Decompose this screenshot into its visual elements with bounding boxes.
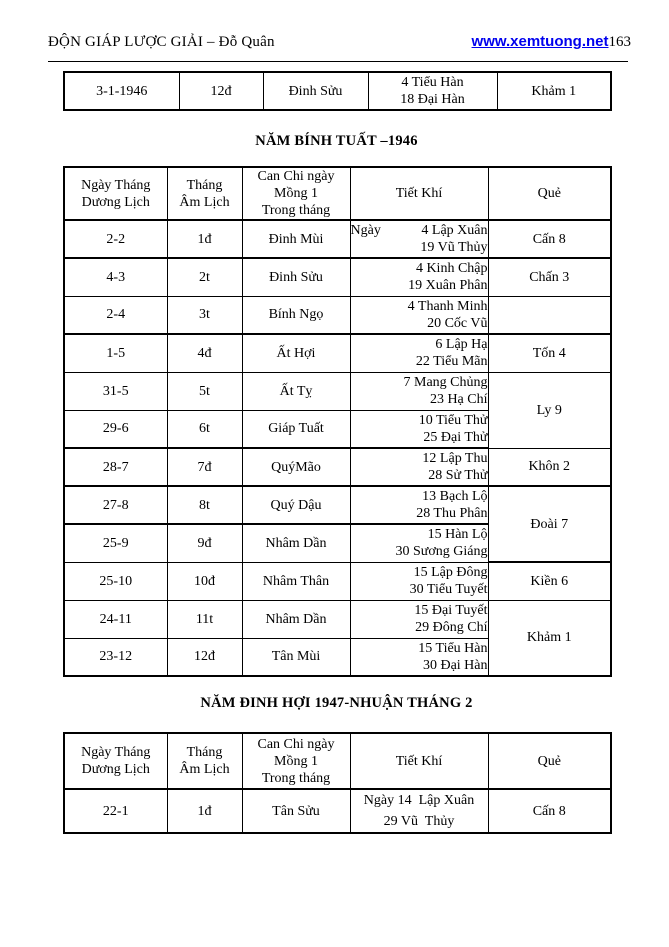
section-title-1946: NĂM BÍNH TUẤT –1946 xyxy=(255,133,418,149)
header-divider xyxy=(48,61,628,62)
cell-que: Tốn 4 xyxy=(488,334,611,372)
cell-solar-date: 2-2 xyxy=(64,220,167,258)
col-header-que: Quẻ xyxy=(488,167,611,220)
cell-tiet-khi xyxy=(350,486,488,524)
website-link[interactable]: www.xemtuong.net xyxy=(471,33,609,50)
tiet-khi-line-1: 13 Bạch Lộ xyxy=(422,489,488,504)
cell-can-chi: Nhâm Dần xyxy=(242,524,350,562)
cell-lunar-month: 10đ xyxy=(167,562,242,600)
table-row xyxy=(64,258,611,296)
cell-can-chi: Tân Sửu xyxy=(242,789,350,833)
cell-tiet-khi xyxy=(350,524,488,562)
cell-lunar-month: 11t xyxy=(167,600,242,638)
cell-can-chi: QuýMão xyxy=(242,448,350,486)
cell-lunar-month: 6t xyxy=(167,410,242,448)
cell-solar-date: 27-8 xyxy=(64,486,167,524)
cell-solar-date: 25-10 xyxy=(64,562,167,600)
cell-can-chi: Ất Hợi xyxy=(242,334,350,372)
cell-solar-date: 23-12 xyxy=(64,638,167,676)
cell-tiet-khi xyxy=(350,372,488,410)
col-header-lunar-month: Tháng Âm Lịch xyxy=(167,733,242,789)
cell-solar-date: 4-3 xyxy=(64,258,167,296)
cell-lunar-month: 7đ xyxy=(167,448,242,486)
cell-que xyxy=(488,296,611,334)
cell-lunar-month: 4đ xyxy=(167,334,242,372)
cell-que: Khôn 2 xyxy=(488,448,611,486)
tiet-khi-line-1: 15 Đại Tuyết xyxy=(414,603,488,618)
table-row xyxy=(64,334,611,372)
tiet-khi-line-1: 4 Tiểu Hàn xyxy=(401,75,464,90)
cell-lunar-month: 12đ xyxy=(179,72,263,110)
tiet-khi-line-2: 19 Vũ Thủy xyxy=(420,240,488,255)
cell-tiet-khi xyxy=(350,296,488,334)
header-row xyxy=(64,733,611,789)
cell-solar-date: 31-5 xyxy=(64,372,167,410)
cell-que: Cấn 8 xyxy=(488,789,611,833)
tiet-khi-line-2: 28 Thu Phân xyxy=(416,506,488,521)
cell-tiet-khi xyxy=(350,789,488,833)
cell-lunar-month: 12đ xyxy=(167,638,242,676)
table-row xyxy=(64,220,611,258)
cell-can-chi: Nhâm Dần xyxy=(242,600,350,638)
tiet-khi-line-1: Ngày 14 Lập Xuân xyxy=(363,793,475,808)
cell-lunar-month: 1đ xyxy=(167,789,242,833)
tiet-khi-line-1: 4 Lập Xuân xyxy=(421,223,488,238)
section-title-1947: NĂM ĐINH HỢI 1947-NHUẬN THÁNG 2 xyxy=(200,695,473,711)
tiet-khi-line-2: 30 Đại Hàn xyxy=(422,657,488,673)
cell-tiet-khi xyxy=(350,334,488,372)
continuation-table xyxy=(63,71,612,111)
tiet-khi-line-2: 23 Hạ Chí xyxy=(429,392,488,407)
cell-que: Kiền 6 xyxy=(488,562,611,600)
cell-solar-date: 2-4 xyxy=(64,296,167,334)
header-right xyxy=(472,33,631,51)
cell-solar-date: 3-1-1946 xyxy=(64,72,179,110)
tiet-khi-line-2: 19 Xuân Phân xyxy=(408,278,488,294)
cell-solar-date: 22-1 xyxy=(64,789,167,833)
col-header-que: Quẻ xyxy=(488,733,611,789)
table-row xyxy=(64,789,611,833)
page-header xyxy=(48,33,631,51)
col-header-can-chi: Can Chi ngày Mồng 1 Trong tháng xyxy=(242,733,350,789)
table-row xyxy=(64,562,611,600)
table-row xyxy=(64,486,611,524)
page-number: 163 xyxy=(608,34,631,50)
tiet-khi-line-1: 15 Hàn Lộ xyxy=(427,527,488,543)
document-title: ĐỘN GIÁP LƯỢC GIẢI – Đỗ Quân xyxy=(48,34,275,50)
year-1946-table xyxy=(63,166,612,677)
cell-can-chi: Đinh Mùi xyxy=(242,220,350,258)
table-row xyxy=(64,296,611,334)
cell-que: Khảm 1 xyxy=(497,72,611,110)
cell-lunar-month: 8t xyxy=(167,486,242,524)
cell-can-chi: Nhâm Thân xyxy=(242,562,350,600)
cell-tiet-khi xyxy=(368,72,497,110)
tiet-khi-line-2: 29 Vũ Thủy xyxy=(383,814,455,829)
col-header-solar-date: Ngày Tháng Dương Lịch xyxy=(64,167,167,220)
cell-solar-date: 28-7 xyxy=(64,448,167,486)
tiet-khi-line-2: 30 Tiểu Tuyết xyxy=(409,582,488,597)
tiet-khi-line-1: 6 Lập Hạ xyxy=(435,337,488,353)
cell-lunar-month: 3t xyxy=(167,296,242,334)
cell-solar-date: 25-9 xyxy=(64,524,167,562)
tiet-khi-line-2: 28 Sử Thử xyxy=(428,468,488,483)
cell-lunar-month: 9đ xyxy=(167,524,242,562)
col-header-can-chi: Can Chi ngày Mồng 1 Trong tháng xyxy=(242,167,350,220)
tiet-khi-line-2: 25 Đại Thử xyxy=(423,429,488,445)
tiet-khi-prefix: Ngày xyxy=(350,223,381,238)
cell-tiet-khi xyxy=(350,258,488,296)
cell-tiet-khi xyxy=(350,220,488,258)
tiet-khi-line-2: 29 Đông Chí xyxy=(415,620,488,635)
table-row xyxy=(64,448,611,486)
tiet-khi-line-2: 22 Tiểu Mãn xyxy=(415,354,488,370)
tiet-khi-line-2: 20 Cốc Vũ xyxy=(427,315,488,331)
cell-tiet-khi xyxy=(350,410,488,448)
cell-lunar-month: 1đ xyxy=(167,220,242,258)
cell-can-chi: Bính Ngọ xyxy=(242,296,350,334)
tiet-khi-line-2: 30 Sương Giáng xyxy=(395,544,488,560)
content-column xyxy=(63,71,610,834)
col-header-tiet-khi: Tiết Khí xyxy=(350,167,488,220)
cell-que: Cấn 8 xyxy=(488,220,611,258)
tiet-khi-line-1: 15 Lập Đông xyxy=(413,565,488,580)
tiet-khi-line-1: 4 Kinh Chập xyxy=(415,261,488,277)
cell-que: Ly 9 xyxy=(488,372,611,448)
tiet-khi-line-1: 15 Tiểu Hàn xyxy=(418,640,488,656)
cell-can-chi: Tân Mùi xyxy=(242,638,350,676)
col-header-tiet-khi: Tiết Khí xyxy=(350,733,488,789)
cell-can-chi: Quý Dậu xyxy=(242,486,350,524)
cell-solar-date: 24-11 xyxy=(64,600,167,638)
cell-solar-date: 29-6 xyxy=(64,410,167,448)
table-row xyxy=(64,72,611,110)
table-row xyxy=(64,600,611,638)
cell-can-chi: Giáp Tuất xyxy=(242,410,350,448)
cell-tiet-khi xyxy=(350,562,488,600)
tiet-khi-line-1: 12 Lập Thu xyxy=(422,451,488,466)
cell-que: Khảm 1 xyxy=(488,600,611,676)
cell-lunar-month: 5t xyxy=(167,372,242,410)
tiet-khi-line-2: 18 Đại Hàn xyxy=(400,92,465,107)
table-row xyxy=(64,372,611,410)
col-header-lunar-month: Tháng Âm Lịch xyxy=(167,167,242,220)
cell-tiet-khi xyxy=(350,638,488,676)
tiet-khi-line-1: 10 Tiểu Thử xyxy=(418,412,488,428)
tiet-khi-line-1: 4 Thanh Minh xyxy=(407,298,488,314)
cell-lunar-month: 2t xyxy=(167,258,242,296)
cell-que: Chấn 3 xyxy=(488,258,611,296)
tiet-khi-line-1: 7 Mang Chủng xyxy=(403,375,488,390)
cell-can-chi: Ất Tỵ xyxy=(242,372,350,410)
cell-solar-date: 1-5 xyxy=(64,334,167,372)
cell-que: Đoài 7 xyxy=(488,486,611,562)
cell-can-chi: Đinh Sửu xyxy=(242,258,350,296)
header-row xyxy=(64,167,611,220)
cell-tiet-khi xyxy=(350,448,488,486)
year-1947-table xyxy=(63,732,612,834)
cell-can-chi: Đinh Sửu xyxy=(263,72,368,110)
cell-tiet-khi xyxy=(350,600,488,638)
col-header-solar-date: Ngày Tháng Dương Lịch xyxy=(64,733,167,789)
